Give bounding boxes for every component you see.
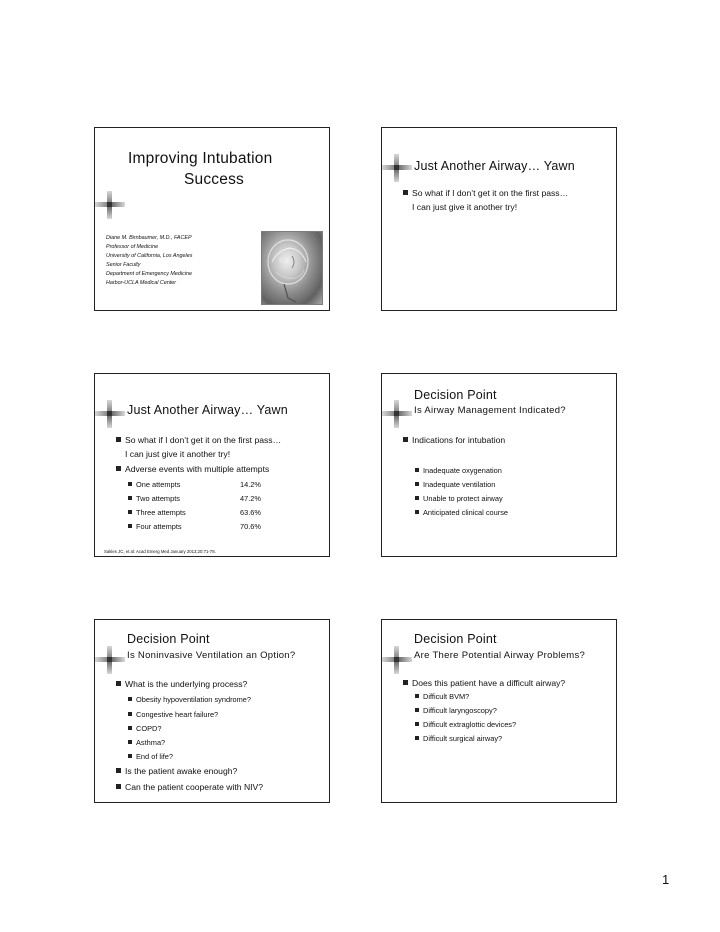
difficulty-item: Difficult surgical airway? — [415, 734, 502, 743]
author-line: Diane M. Birnbaumer, M.D., FACEP — [106, 235, 192, 241]
slide-3-bullet-1: So what if I don’t get it on the first pass… — [116, 435, 281, 445]
slide-2-bullet-continuation: I can just give it another try! — [412, 202, 518, 212]
slide-4 — [381, 373, 617, 557]
slide-2 — [381, 127, 617, 311]
process-item: COPD? — [128, 724, 161, 733]
process-item: Obesity hypoventilation syndrome? — [128, 695, 251, 704]
slide-1-title-line1: Improving Intubation — [128, 150, 273, 167]
attempt-label: One attempts — [128, 480, 180, 489]
skull-xray-icon — [261, 231, 323, 305]
slide-3-bullet-1-continuation: I can just give it another try! — [125, 449, 231, 459]
slide-5-title: Decision Point — [127, 632, 210, 646]
slide-5-subtitle: Is Noninvasive Ventilation an Option? — [127, 650, 296, 661]
indication-item: Anticipated clinical course — [415, 508, 508, 517]
slide-6-bullet: Does this patient have a difficult airway? — [403, 678, 565, 688]
attempt-value: 63.6% — [240, 508, 261, 517]
slide-2-title: Just Another Airway… Yawn — [414, 159, 575, 173]
attempt-label: Two attempts — [128, 494, 180, 503]
author-line: Professor of Medicine — [106, 244, 159, 250]
difficulty-item: Difficult laryngoscopy? — [415, 706, 497, 715]
slide-5-bullet-1: What is the underlying process? — [116, 679, 247, 689]
indication-item: Inadequate ventilation — [415, 480, 495, 489]
slide-3-title: Just Another Airway… Yawn — [127, 403, 288, 417]
attempt-value: 14.2% — [240, 480, 261, 489]
author-line: University of California, Los Angeles — [106, 253, 193, 259]
slide-accent-icon — [382, 154, 412, 184]
slide-5 — [94, 619, 330, 803]
slide-6-title: Decision Point — [414, 632, 497, 646]
author-line: Senior Faculty — [106, 262, 141, 268]
process-item: End of life? — [128, 752, 173, 761]
author-line: Department of Emergency Medicine — [106, 271, 192, 277]
indication-item: Inadequate oxygenation — [415, 466, 502, 475]
citation: Sakles JC, et al: Acad Emerg Med January 2013;20:71-78. — [104, 549, 216, 554]
slide-accent-icon — [95, 400, 125, 430]
slide-6-subtitle: Are There Potential Airway Problems? — [414, 650, 586, 661]
slide-1-title-line2: Success — [184, 171, 244, 188]
slide-6 — [381, 619, 617, 803]
process-item: Asthma? — [128, 738, 165, 747]
slide-2-bullet: So what if I don’t get it on the first pass… — [403, 188, 568, 198]
attempt-value: 47.2% — [240, 494, 261, 503]
slide-accent-icon — [95, 191, 125, 221]
attempt-label: Four attempts — [128, 522, 182, 531]
slide-4-title: Decision Point — [414, 388, 497, 402]
slide-1 — [94, 127, 330, 311]
slide-accent-icon — [382, 400, 412, 430]
page-number: 1 — [662, 872, 670, 887]
difficulty-item: Difficult extraglottic devices? — [415, 720, 516, 729]
indication-item: Unable to protect airway — [415, 494, 503, 503]
process-item: Congestive heart failure? — [128, 710, 218, 719]
slide-accent-icon — [95, 646, 125, 676]
slide-4-subtitle: Is Airway Management Indicated? — [414, 405, 566, 416]
difficulty-item: Difficult BVM? — [415, 692, 469, 701]
slide-accent-icon — [382, 646, 412, 676]
author-line: Harbor-UCLA Medical Center — [106, 280, 177, 286]
slide-3 — [94, 373, 330, 557]
slide-5-bullet-2: Is the patient awake enough? — [116, 766, 237, 776]
slide-4-bullet: Indications for intubation — [403, 435, 505, 445]
attempt-value: 70.6% — [240, 522, 261, 531]
slide-5-bullet-3: Can the patient cooperate with NIV? — [116, 782, 263, 792]
slide-3-bullet-2: Adverse events with multiple attempts — [116, 464, 269, 474]
attempt-label: Three attempts — [128, 508, 186, 517]
